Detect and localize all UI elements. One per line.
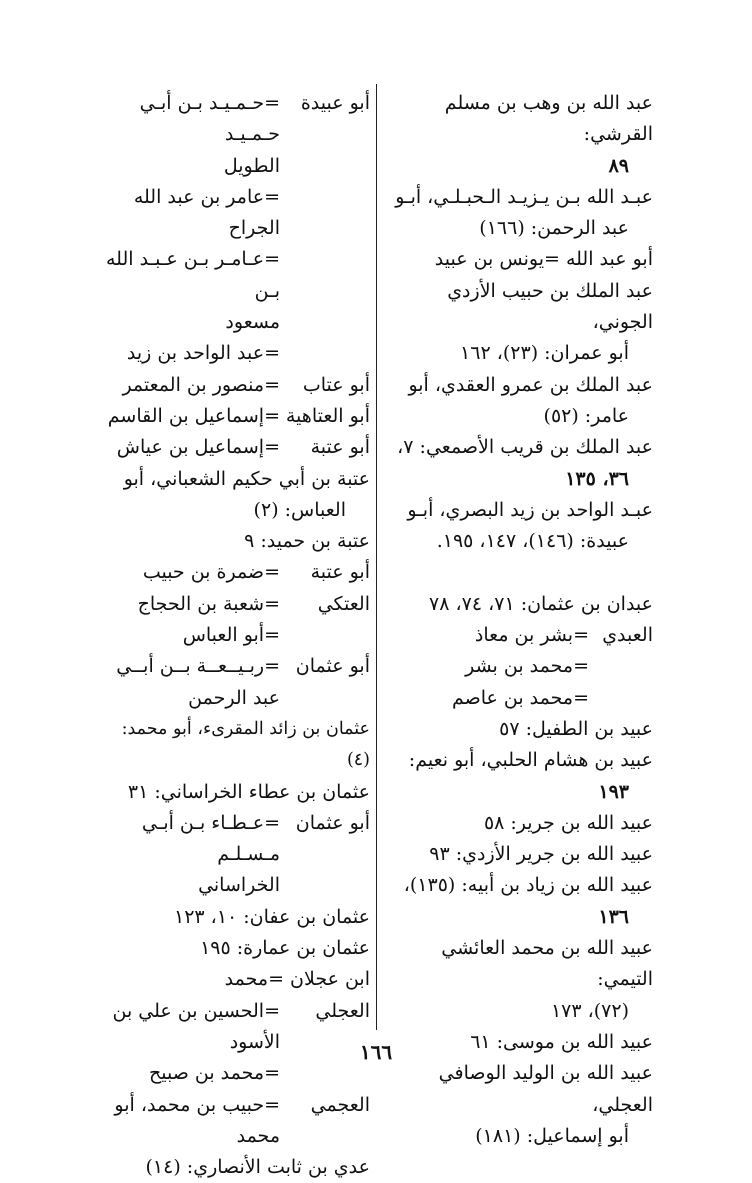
index-entry: عبد الملك بن قريب الأصمعي: ٧، ٣٦، ١٣٥: [397, 436, 653, 490]
cross-reference: =حبيب بن محمد، أبو: [114, 1093, 280, 1116]
cross-reference: =ربـيــعــة بــن أبــي: [116, 655, 280, 678]
kunya-label: أبو عثمان: [295, 811, 370, 834]
index-entry: عبيد الله بن الوليد الوصافي العجلي، أبو إسماعيل: (١٨١): [438, 1062, 653, 1147]
kunya-label: أبو عثمان: [295, 655, 370, 678]
cross-reference-entry: العجمي =حبيب بن محمد، أبو محمد: [98, 1090, 370, 1153]
spacer: [383, 557, 653, 588]
index-entry: عبيد بن هشام الحلبي، أبو نعيم: ١٩٣: [408, 749, 653, 803]
cross-reference: =بشر بن معاذ: [474, 624, 589, 647]
nisba-label: العجمي: [310, 1093, 370, 1116]
index-entry: عبيد بن الطفيل: ٥٧: [499, 717, 653, 740]
column-divider: [376, 84, 377, 1030]
cross-reference-entry: العجلي =الحسين بن علي بن الأسود: [98, 996, 370, 1059]
nisba-label: العجلي: [315, 999, 370, 1022]
left-column: [98, 88, 370, 1183]
cross-reference-entry: أبو عبيدة =حـمـيـد بـن أبـي حـمـيـد الطويل: [98, 88, 370, 182]
index-entry: عبـد الله بـن يـزيـد الـحبـلـي، أبـو عبد الرحمن: (١٦٦): [395, 185, 653, 240]
cross-reference-entry: [98, 370, 370, 401]
cross-reference-entry: =محمد بن بشر: [465, 655, 589, 678]
right-column: [383, 88, 653, 1152]
index-entry: عثمان بن زائد المقرىء، أبو محمد: (٤): [121, 718, 370, 771]
index-entry: عثمان بن عمارة: ١٩٥: [200, 937, 370, 960]
cross-reference-entry: [98, 432, 370, 463]
index-entry: عبدان بن عثمان: ٧١، ٧٤، ٧٨: [429, 592, 653, 615]
nisba-label: العبدي: [602, 624, 653, 647]
cross-reference-entry: أبو عثمان =عـطـاء بـن أبـي مـسـلـم الخراساني: [98, 808, 370, 902]
cross-reference-entry: =محمد بن عاصم: [451, 686, 589, 709]
index-entry: عبيد الله بن زياد بن أبيه: (١٣٥)، ١٣٦: [403, 874, 653, 928]
cross-reference-entry: [383, 620, 653, 651]
cross-reference-entry: =عـامـر بـن عـبـد الله بـن مسعود: [106, 248, 280, 334]
cross-reference-entry: أبو عثمان =ربـيــعــة بــن أبــي عبد الرحمن: [98, 651, 370, 714]
index-entry: عدي بن ثابت الأنصاري: (١٤): [145, 1156, 370, 1179]
cross-reference-entry: =عبد الواحد بن زيد: [126, 342, 280, 365]
index-entry: عبيد الله بن موسى: ٦١: [470, 1030, 653, 1053]
cross-reference-entry: [98, 401, 370, 432]
page-number: ١٦٦: [359, 1040, 393, 1064]
index-entry: عتبة بن حميد: ٩: [244, 530, 370, 553]
index-entry: عبد الملك بن عمرو العقدي، أبو عامر: (٥٢): [408, 373, 653, 427]
index-entry: عبيد الله بن محمد العائشي التيمي: (٧٢)، ١٧٣: [441, 937, 653, 1022]
cross-reference: =إسماعيل بن عياش: [116, 436, 280, 459]
index-entry: عبيد الله بن جرير: ٥٨: [483, 811, 653, 834]
index-entry: عتبة بن أبي حكيم الشعباني، أبو العباس: (٢): [123, 467, 370, 521]
index-entry: عبد الملك بن حبيب الأزدي الجوني، أبو عمران: (٢٣)، ١٦٢: [447, 279, 653, 365]
nisba-label: العتكي: [317, 592, 370, 615]
cross-reference-entry: [98, 557, 370, 588]
cross-reference-entry: =أبو العباس: [182, 624, 280, 647]
cross-reference: =عـطـاء بـن أبـي مـسـلـم: [141, 811, 280, 866]
index-entry: عبـد الواحد بن زيد البصري، أبـو عبيدة: (١٤٦)، ١٤٧، ١٩٥.: [407, 498, 653, 553]
cross-reference-entry: =محمد بن صبيح: [148, 1062, 280, 1085]
index-entry: عثمان بن عفان: ١٠، ١٢٣: [174, 905, 370, 928]
kunya-label: أبو عتبة: [310, 561, 370, 584]
cross-reference: =الحسين بن علي بن: [112, 999, 280, 1022]
cross-reference: =منصور بن المعتمر: [122, 373, 280, 396]
index-entry: ابن عجلان =محمد: [224, 968, 370, 991]
index-entry: عبيد الله بن جرير الأزدي: ٩٣: [429, 843, 653, 866]
index-entry: عثمان بن عطاء الخراساني: ٣١: [127, 780, 370, 803]
cross-reference-entry: =عامر بن عبد الله الجراح: [133, 185, 280, 240]
cross-reference: =إسماعيل بن القاسم: [107, 404, 280, 427]
index-entry: عبد الله بن وهب بن مسلم القرشي: ٨٩: [444, 92, 653, 177]
kunya-label: أبو عبيدة: [300, 92, 370, 114]
cross-reference: =شعبة بن الحجاج: [137, 592, 280, 615]
cross-reference-entry: [98, 589, 370, 620]
kunya-label: أبو عتبة: [310, 436, 370, 459]
index-entry: أبو عبد الله =يونس بن عبيد: [434, 248, 653, 271]
kunya-label: أبو عتاب: [302, 373, 370, 396]
cross-reference: =حـمـيـد بـن أبـي حـمـيـد: [139, 92, 280, 146]
kunya-label: أبو العتاهية: [285, 404, 370, 427]
cross-reference: =ضمرة بن حبيب: [142, 561, 280, 584]
